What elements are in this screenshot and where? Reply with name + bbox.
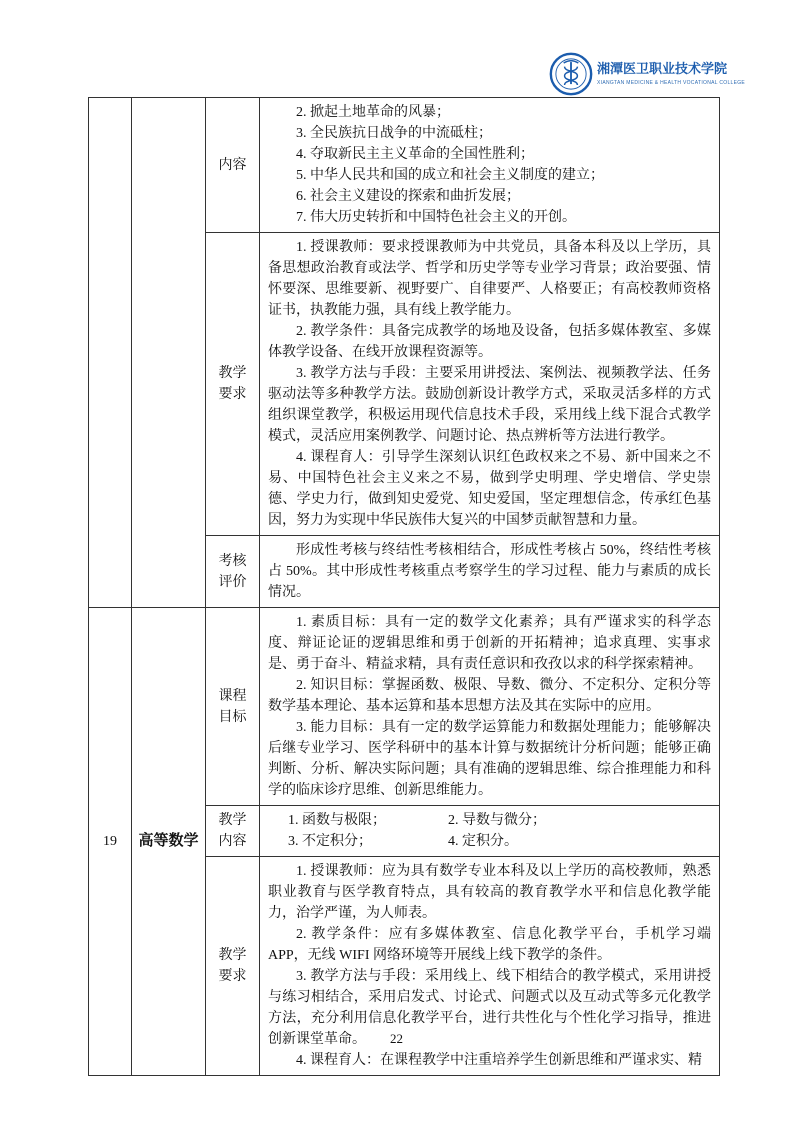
content-list-cell — [260, 98, 720, 233]
objective-paragraph: 2. 知识目标：掌握函数、极限、导数、微分、不定积分、定积分等数学基本理论、基本运算和基本思想方法及其在实际中的应用。 — [268, 678, 711, 714]
course-name-cell-empty — [132, 98, 206, 608]
row-label-content — [206, 98, 260, 233]
row-label-line: 要求 — [218, 387, 247, 402]
objective-paragraph: 3. 能力目标：具有一定的数学运算能力和数据处理能力；能够解决后继专业学习、医学科研中的基本计算与数据统计分析问题；能够正确判断、分析、解决实际问题；具有准确的逻辑思维、综合推理能力和科学的临床诊疗思维、创新思维能力。 — [268, 720, 711, 798]
row-label-line: 教学 — [218, 948, 247, 963]
course-name: 高等数学 — [132, 608, 206, 1076]
requirement-paragraph: 2. 教学条件：具备完成教学的场地及设备，包括多媒体教室、多媒体教学设备、在线开放课程资源等。 — [268, 324, 711, 360]
row-label-course-objectives — [206, 608, 260, 806]
requirement-paragraph: 3. 教学方法与手段：采用线上、线下相结合的教学模式，采用讲授与练习相结合，采用启发式、讨论式、问题式以及互动式等多元化教学方法，充分利用信息化教学平台，进行共性化与个性化学习指导，推进创新课堂革命。 — [268, 969, 711, 1047]
college-logo — [549, 52, 745, 96]
course-syllabus-table — [88, 97, 720, 1076]
teaching-content-items — [268, 810, 711, 852]
content-line: 4. 夺取新民主主义革命的全国性胜利； — [296, 147, 534, 162]
row-label-line: 考核 — [218, 553, 247, 569]
row-label-line: 课程 — [218, 688, 247, 704]
content-line: 7. 伟大历史转折和中国特色社会主义的开创。 — [296, 210, 576, 225]
course-number-cell-empty — [89, 98, 132, 608]
content-item: 2. 导数与微分； — [448, 813, 546, 828]
requirement-paragraph: 4. 课程育人：引导学生深刻认识红色政权来之不易、新中国来之不易、中国特色社会主义来之不易，做到学史明理、学史增信、学史崇德、学史力行，做到知史爱党、知史爱国，坚定理想信念，传承红色基因，努力为实现中华民族伟大复兴的中国梦贡献智慧和力量。 — [268, 450, 711, 528]
assessment-paragraph: 形成性考核与终结性考核相结合，形成性考核占 50%，终结性考核占 50%。其中形成性考核重点考察学生的学习过程、能力与素质的成长情况。 — [268, 543, 711, 600]
row-label-line: 要求 — [218, 969, 247, 984]
row-label-line: 评价 — [218, 574, 247, 590]
objective-paragraph: 1. 素质目标：具有一定的数学文化素养；具有严谨求实的科学态度、辩证论证的逻辑思维和勇于创新的开拓精神；追求真理、实事求是、勇于奋斗、精益求精，具有责任意识和孜孜以求的科学探索精神。 — [268, 615, 711, 672]
college-emblem-icon — [549, 52, 593, 96]
requirement-paragraph: 1. 授课教师：要求授课教师为中共党员，具备本科及以上学历，具备思想政治教育或法学、哲学和历史学等专业学习背景；政治要强、情怀要深、思维要新、视野要广、自律要严、人格要正；有高校教师资格证书，执教能力强，具有线上教学能力。 — [268, 240, 711, 318]
content-item: 4. 定积分。 — [448, 834, 518, 849]
course-number: 19 — [89, 608, 132, 1076]
teaching-content-cell — [260, 806, 720, 857]
college-name-english: XIANGTAN MEDICINE & HEALTH VOCATIONAL COLLEGE — [597, 80, 746, 86]
teaching-requirements-cell — [260, 233, 720, 536]
content-item: 1. 函数与极限； — [288, 813, 386, 828]
content-item: 3. 不定积分； — [288, 834, 372, 849]
assessment-cell — [260, 536, 720, 608]
content-line: 5. 中华人民共和国的成立和社会主义制度的建立； — [296, 168, 604, 183]
requirement-paragraph: 4. 课程育人：在课程教学中注重培养学生创新思维和严谨求实、精 — [296, 1053, 702, 1068]
page-number: 22 — [390, 1031, 403, 1046]
requirement-paragraph: 1. 授课教师：应为具有数学专业本科及以上学历的高校教师，熟悉职业教育与医学教育特点，具有较高的教育教学水平和信息化教学能力，治学严谨，为人师表。 — [268, 864, 711, 921]
row-label-line: 教学 — [218, 366, 247, 381]
row-label-teaching-content — [206, 806, 260, 857]
college-logo-text — [597, 52, 745, 96]
college-name-chinese: 湘潭医卫职业技术学院 — [597, 61, 728, 76]
row-label-line: 目标 — [218, 709, 247, 725]
row-label-teaching-requirements — [206, 233, 260, 536]
requirement-paragraph: 2. 教学条件：应有多媒体教室、信息化教学平台，手机学习端 APP，无线 WIFI 网络环境等开展线上线下教学的条件。 — [268, 927, 711, 963]
content-line: 2. 掀起土地革命的风暴； — [296, 105, 450, 120]
content-line: 3. 全民族抗日战争的中流砥柱； — [296, 126, 492, 141]
requirement-paragraph: 3. 教学方法与手段：主要采用讲授法、案例法、视频教学法、任务驱动法等多种教学方法。鼓励创新设计教学方式，采取灵活多样的方式组织课堂教学，积极运用现代信息技术手段，采用线上线下混合式教学模式，灵活应用案例教学、问题讨论、热点辨析等方法进行教学。 — [268, 366, 711, 444]
course-objectives-cell — [260, 608, 720, 806]
row-label-line: 内容 — [218, 157, 247, 173]
row-label-line: 内容 — [218, 834, 247, 849]
row-label-assessment — [206, 536, 260, 608]
row-label-line: 教学 — [218, 813, 247, 828]
content-line: 6. 社会主义建设的探索和曲折发展； — [296, 189, 520, 204]
